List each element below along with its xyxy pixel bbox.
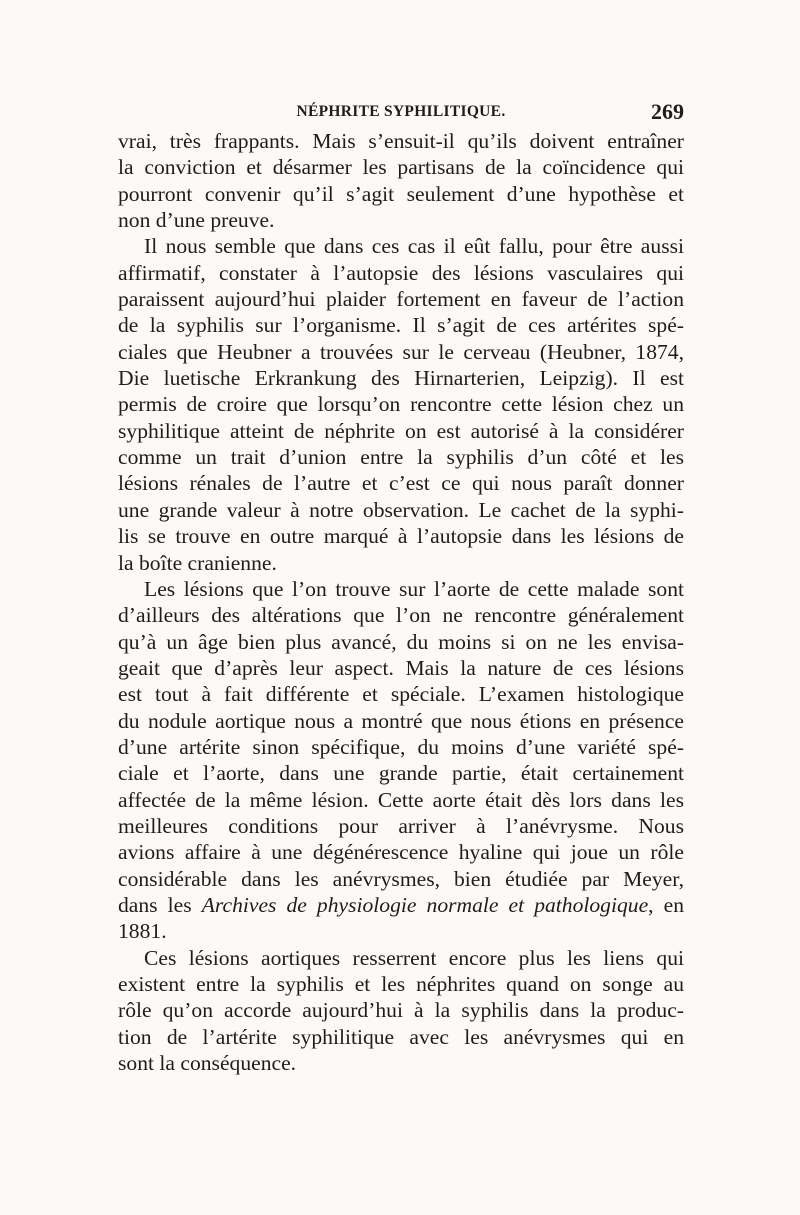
text-fragment: , en — [648, 892, 684, 917]
text-line: qu’à un âge bien plus avancé, du moins si on ne les envisa- — [118, 629, 684, 654]
text-line: avions affaire à une dégénérescence hyaline qui joue un rôle — [118, 840, 684, 865]
body-text — [118, 128, 684, 1076]
text-line: permis de croire que lorsqu’on rencontre cette lésion chez un — [118, 392, 684, 417]
text-line-with-citation — [118, 892, 684, 918]
text-line: non d’une preuve. — [118, 208, 275, 233]
text-line: d’ailleurs des altérations que l’on ne rencontre généralement — [118, 603, 684, 628]
text-line: sont la conséquence. — [118, 1051, 297, 1076]
text-line: considérable dans les anévrysmes, bien étudiée par Meyer, — [118, 866, 684, 891]
text-line: existent entre la syphilis et les néphrites quand on songe au — [118, 972, 684, 996]
text-line: geait que d’après leur aspect. Mais la nature de ces lésions — [118, 655, 684, 680]
text-line: ciales que Heubner a trouvées sur le cerveau (Heubner, 1874, — [118, 339, 684, 364]
text-line: paraissent aujourd’hui plaider fortement en faveur de l’action — [118, 287, 684, 312]
paragraph-start-line: Les lésions que l’on trouve sur l’aorte de cette malade sont — [144, 576, 684, 601]
text-line: une grande valeur à notre observation. Le cachet de la syphi- — [118, 497, 684, 522]
paragraph-start-line: Ces lésions aortiques resserrent encore plus les liens qui — [144, 945, 684, 970]
text-line: meilleures conditions pour arriver à l’anévrysme. Nous — [118, 813, 684, 838]
text-line: rôle qu’on accorde aujourd’hui à la syphilis dans la produc- — [118, 998, 684, 1023]
running-title: NÉPHRITE SYPHILITIQUE. — [296, 103, 506, 120]
text-line: pourront convenir qu’il s’agit seulement d’une hypothèse et — [118, 181, 684, 206]
text-line: vrai, très frappants. Mais s’ensuit-il qu’ils doivent entraîner — [118, 129, 684, 153]
text-line: ciale et l’aorte, dans une grande partie, était certainement — [118, 761, 684, 786]
text-line: la conviction et désarmer les partisans de la coïncidence qui — [118, 155, 684, 180]
text-line: du nodule aortique nous a montré que nous étions en présence — [118, 708, 684, 733]
text-line: la boîte cranienne. — [118, 550, 277, 575]
text-line: affectée de la même lésion. Cette aorte était dès lors dans les — [118, 787, 684, 812]
text-fragment: dans les — [118, 892, 202, 917]
paragraph-start-line: Il nous semble que dans ces cas il eût fallu, pour être aussi — [144, 234, 684, 259]
text-line: comme un trait d’union entre la syphilis d’un côté et les — [118, 445, 684, 470]
page-number: 269 — [651, 99, 684, 124]
text-line: tion de l’artérite syphilitique avec les anévrysmes qui en — [118, 1024, 684, 1049]
running-head — [118, 99, 684, 129]
text-line: 1881. — [118, 919, 167, 944]
text-line: affirmatif, constater à l’autopsie des lésions vasculaires qui — [118, 260, 684, 285]
journal-title: Archives de physiologie normale et pathologique — [201, 892, 649, 917]
text-line: de la syphilis sur l’organisme. Il s’agit de ces artérites spé- — [118, 313, 684, 338]
text-line: d’une artérite sinon spécifique, du moins d’une variété spé- — [118, 734, 684, 759]
text-line: Die luetische Erkrankung des Hirnarterien, Leipzig). Il est — [118, 366, 684, 391]
text-line: lésions rénales de l’autre et c’est ce qui nous paraît donner — [118, 471, 684, 496]
text-line: syphilitique atteint de néphrite on est autorisé à la considérer — [118, 418, 684, 443]
text-line: lis se trouve en outre marqué à l’autopsie dans les lésions de — [118, 524, 684, 549]
text-line: est tout à fait différente et spéciale. L’examen histologique — [118, 682, 684, 707]
